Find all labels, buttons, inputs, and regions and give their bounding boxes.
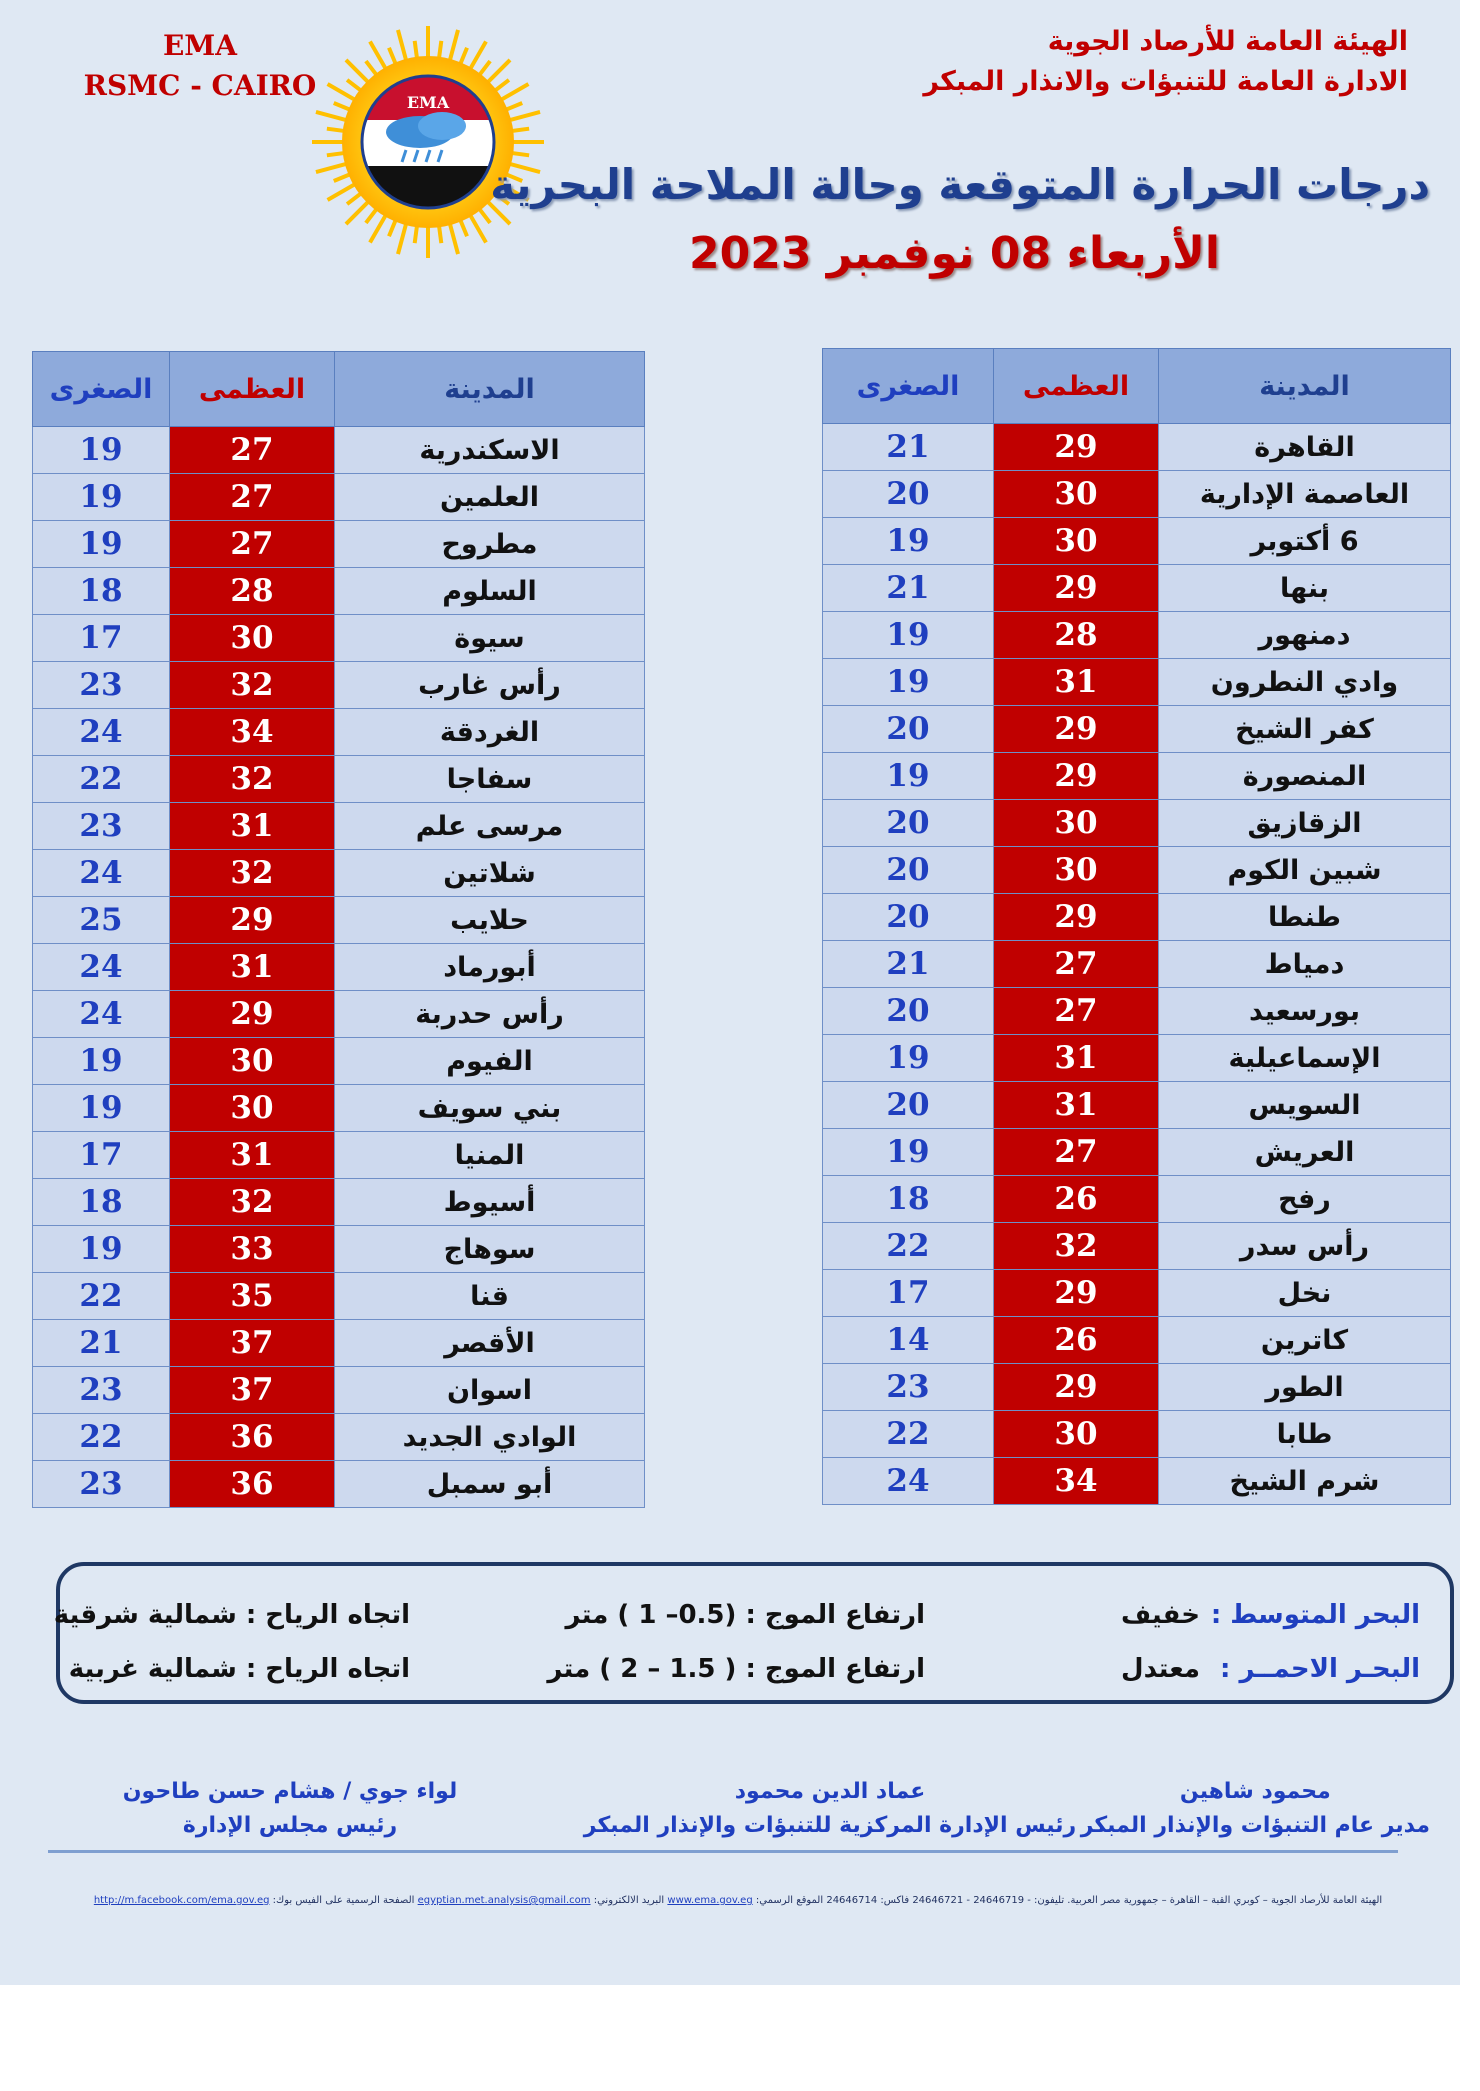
max-temp-cell: 27 [170, 521, 335, 568]
min-temp-cell: 18 [823, 1176, 994, 1223]
city-cell: القاهرة [1159, 424, 1451, 471]
max-temp-cell: 31 [994, 1035, 1159, 1082]
table-header-row [33, 352, 645, 427]
min-temp-cell: 22 [33, 1414, 170, 1461]
min-temp-cell: 21 [823, 565, 994, 612]
table-row [33, 991, 645, 1038]
signature-title: مدير عام التنبؤات والإنذار المبكر [1080, 1813, 1430, 1838]
max-temp-cell: 32 [994, 1223, 1159, 1270]
city-cell: دمنهور [1159, 612, 1451, 659]
table-row [33, 709, 645, 756]
city-cell: المنيا [335, 1132, 645, 1179]
temperature-table-right [822, 348, 1451, 1505]
max-temp-cell: 31 [994, 659, 1159, 706]
website-link[interactable]: www.ema.gov.eg [667, 1895, 753, 1906]
min-temp-cell: 17 [823, 1270, 994, 1317]
table-row [823, 988, 1451, 1035]
max-temp-cell: 29 [994, 753, 1159, 800]
table-row [823, 1129, 1451, 1176]
city-cell: رأس حدربة [335, 991, 645, 1038]
table-row [33, 568, 645, 615]
min-temp-cell: 22 [33, 756, 170, 803]
facebook-label: الصفحة الرسمية على الفيس بوك: [272, 1895, 415, 1906]
max-temp-cell: 30 [994, 518, 1159, 565]
min-temp-cell: 20 [823, 800, 994, 847]
max-temp-cell: 29 [994, 424, 1159, 471]
max-temp-cell: 30 [994, 471, 1159, 518]
city-cell: سيوة [335, 615, 645, 662]
city-cell: كفر الشيخ [1159, 706, 1451, 753]
min-temp-cell: 24 [33, 850, 170, 897]
table-row [33, 944, 645, 991]
table-row [823, 471, 1451, 518]
signature-name: محمود شاهين [1179, 1779, 1331, 1804]
max-temp-cell: 36 [170, 1461, 335, 1508]
table-row [33, 1461, 645, 1508]
city-cell: شلاتين [335, 850, 645, 897]
max-temp-cell: 29 [994, 565, 1159, 612]
table-row [823, 706, 1451, 753]
table-row [33, 427, 645, 474]
min-temp-cell: 18 [33, 1179, 170, 1226]
max-temp-cell: 32 [170, 756, 335, 803]
city-cell: اسوان [335, 1367, 645, 1414]
red-sea-wave-height: ارتفاع الموج : ( 1.5 – 2 ) متر [547, 1654, 925, 1684]
column-header-city: المدينة [1159, 349, 1451, 424]
table-row [33, 1179, 645, 1226]
table-row [823, 1458, 1451, 1505]
table-row [823, 565, 1451, 612]
min-temp-cell: 14 [823, 1317, 994, 1364]
marine-conditions-box [53, 1562, 1454, 1704]
city-cell: مرسى علم [335, 803, 645, 850]
red-sea-label: البحـر الاحمــر : [1220, 1654, 1420, 1684]
organization-name [923, 22, 1408, 102]
min-temp-cell: 18 [33, 568, 170, 615]
city-cell: شبين الكوم [1159, 847, 1451, 894]
min-temp-cell: 19 [33, 474, 170, 521]
min-temp-cell: 19 [823, 659, 994, 706]
table-row [823, 753, 1451, 800]
max-temp-cell: 32 [170, 850, 335, 897]
min-temp-cell: 20 [823, 847, 994, 894]
table-row [33, 1367, 645, 1414]
city-cell: العلمين [335, 474, 645, 521]
min-temp-cell: 19 [823, 1129, 994, 1176]
table-row [823, 1364, 1451, 1411]
page-title: درجات الحرارة المتوقعة وحالة الملاحة البحرية [490, 160, 1430, 209]
city-cell: الفيوم [335, 1038, 645, 1085]
footer-address: الهيئة العامة للأرصاد الجوية – كوبري القبة – القاهرة – جمهورية مصر العربية. تليفون: - 24646719 - 24646721 فاكس: 24646714 الموقع الرسمي: [755, 1895, 1383, 1906]
table-row [823, 1411, 1451, 1458]
table-row [33, 1273, 645, 1320]
max-temp-cell: 27 [170, 427, 335, 474]
rsmc-label: RSMC - CAIRO [83, 69, 317, 102]
min-temp-cell: 19 [823, 1035, 994, 1082]
city-cell: كاترين [1159, 1317, 1451, 1364]
facebook-link[interactable]: http://m.facebook.com/ema.gov.eg [93, 1895, 270, 1906]
max-temp-cell: 29 [994, 894, 1159, 941]
red-sea-state: معتدل [1121, 1654, 1200, 1684]
red-sea-row [60, 1654, 1450, 1704]
min-temp-cell: 23 [33, 803, 170, 850]
city-cell: المنصورة [1159, 753, 1451, 800]
table-row [823, 1223, 1451, 1270]
signature-title: رئيس مجلس الإدارة [182, 1813, 398, 1838]
city-cell: بنها [1159, 565, 1451, 612]
min-temp-cell: 24 [33, 709, 170, 756]
column-header-city: المدينة [335, 352, 645, 427]
table-row [823, 1317, 1451, 1364]
max-temp-cell: 26 [994, 1176, 1159, 1223]
city-cell: قنا [335, 1273, 645, 1320]
table-row [823, 894, 1451, 941]
city-cell: رأس سدر [1159, 1223, 1451, 1270]
max-temp-cell: 27 [994, 941, 1159, 988]
column-header-max: العظمى [170, 352, 335, 427]
column-header-max: العظمى [994, 349, 1159, 424]
table-row [823, 612, 1451, 659]
ema-sun-logo-icon [308, 22, 548, 262]
table-row [33, 1226, 645, 1273]
city-cell: نخل [1159, 1270, 1451, 1317]
city-cell: رفح [1159, 1176, 1451, 1223]
table-row [823, 941, 1451, 988]
table-row [33, 803, 645, 850]
city-cell: بورسعيد [1159, 988, 1451, 1035]
table-row [33, 850, 645, 897]
email-label: البريد الالكتروني: [593, 1895, 665, 1906]
city-cell: رأس غارب [335, 662, 645, 709]
city-cell: بني سويف [335, 1085, 645, 1132]
table-row [823, 1082, 1451, 1129]
max-temp-cell: 34 [994, 1458, 1159, 1505]
ema-label: EMA [162, 29, 238, 62]
city-cell: أبورماد [335, 944, 645, 991]
org-line-1: الهيئة العامة للأرصاد الجوية [1047, 26, 1408, 57]
max-temp-cell: 29 [170, 897, 335, 944]
table-row [33, 756, 645, 803]
table-row [33, 474, 645, 521]
table-row [33, 615, 645, 662]
max-temp-cell: 27 [994, 1129, 1159, 1176]
table-row [33, 662, 645, 709]
signature-name: عماد الدين محمود [734, 1779, 926, 1804]
org-line-2: الادارة العامة للتنبؤات والانذار المبكر [923, 66, 1408, 97]
min-temp-cell: 19 [823, 518, 994, 565]
city-cell: حلايب [335, 897, 645, 944]
max-temp-cell: 31 [170, 1132, 335, 1179]
city-cell: الوادي الجديد [335, 1414, 645, 1461]
footer-contact [88, 1895, 1388, 1906]
mediterranean-wind-direction: اتجاه الرياح : شمالية شرقية [53, 1600, 410, 1630]
max-temp-cell: 31 [994, 1082, 1159, 1129]
table-row [33, 1132, 645, 1179]
column-header-min: الصغرى [33, 352, 170, 427]
min-temp-cell: 19 [33, 427, 170, 474]
city-cell: الأقصر [335, 1320, 645, 1367]
red-sea-wind-direction: اتجاه الرياح : شمالية غربية [68, 1654, 410, 1684]
max-temp-cell: 33 [170, 1226, 335, 1273]
mediterranean-wave-height: ارتفاع الموج : (0.5– 1 ) متر [565, 1600, 925, 1630]
footer-divider [48, 1850, 1398, 1853]
max-temp-cell: 29 [170, 991, 335, 1038]
max-temp-cell: 30 [994, 1411, 1159, 1458]
email-link[interactable]: egyptian.met.analysis@gmail.com [417, 1895, 591, 1906]
min-temp-cell: 19 [33, 1226, 170, 1273]
bulletin-date: الأربعاء 08 نوفمبر 2023 [689, 228, 1220, 279]
city-cell: العاصمة الإدارية [1159, 471, 1451, 518]
min-temp-cell: 24 [33, 944, 170, 991]
city-cell: مطروح [335, 521, 645, 568]
max-temp-cell: 31 [170, 803, 335, 850]
table-row [33, 1414, 645, 1461]
city-cell: طنطا [1159, 894, 1451, 941]
max-temp-cell: 34 [170, 709, 335, 756]
table-row [823, 659, 1451, 706]
city-cell: شرم الشيخ [1159, 1458, 1451, 1505]
table-row [823, 424, 1451, 471]
min-temp-cell: 19 [33, 1085, 170, 1132]
city-cell: الاسكندرية [335, 427, 645, 474]
city-cell: دمياط [1159, 941, 1451, 988]
min-temp-cell: 23 [33, 1461, 170, 1508]
min-temp-cell: 21 [33, 1320, 170, 1367]
column-header-min: الصغرى [823, 349, 994, 424]
min-temp-cell: 23 [823, 1364, 994, 1411]
max-temp-cell: 30 [170, 1038, 335, 1085]
min-temp-cell: 17 [33, 1132, 170, 1179]
max-temp-cell: 31 [170, 944, 335, 991]
table-row [823, 1176, 1451, 1223]
max-temp-cell: 30 [170, 615, 335, 662]
min-temp-cell: 22 [33, 1273, 170, 1320]
table-row [33, 897, 645, 944]
min-temp-cell: 19 [33, 521, 170, 568]
city-cell: سوهاج [335, 1226, 645, 1273]
min-temp-cell: 23 [33, 1367, 170, 1414]
mediterranean-row [53, 1600, 1450, 1650]
min-temp-cell: 20 [823, 894, 994, 941]
city-cell: الإسماعيلية [1159, 1035, 1451, 1082]
min-temp-cell: 19 [33, 1038, 170, 1085]
table-row [823, 1035, 1451, 1082]
city-cell: أسيوط [335, 1179, 645, 1226]
table-row [33, 1320, 645, 1367]
table-row [33, 1085, 645, 1132]
min-temp-cell: 17 [33, 615, 170, 662]
max-temp-cell: 37 [170, 1320, 335, 1367]
min-temp-cell: 19 [823, 753, 994, 800]
min-temp-cell: 20 [823, 706, 994, 753]
max-temp-cell: 26 [994, 1317, 1159, 1364]
max-temp-cell: 36 [170, 1414, 335, 1461]
table-row [823, 847, 1451, 894]
mediterranean-label: البحر المتوسط : [1210, 1600, 1420, 1630]
min-temp-cell: 24 [33, 991, 170, 1038]
max-temp-cell: 29 [994, 1270, 1159, 1317]
temperature-table-left [32, 351, 645, 1508]
min-temp-cell: 20 [823, 1082, 994, 1129]
city-cell: أبو سمبل [335, 1461, 645, 1508]
table-row [33, 1038, 645, 1085]
table-row [823, 1270, 1451, 1317]
max-temp-cell: 29 [994, 1364, 1159, 1411]
max-temp-cell: 27 [994, 988, 1159, 1035]
min-temp-cell: 22 [823, 1223, 994, 1270]
min-temp-cell: 20 [823, 471, 994, 518]
max-temp-cell: 30 [170, 1085, 335, 1132]
ema-rsmc-label [70, 26, 330, 106]
min-temp-cell: 21 [823, 941, 994, 988]
min-temp-cell: 21 [823, 424, 994, 471]
min-temp-cell: 19 [823, 612, 994, 659]
city-cell: الطور [1159, 1364, 1451, 1411]
max-temp-cell: 29 [994, 706, 1159, 753]
signature-title: رئيس الإدارة المركزية للتنبؤات والإنذار المبكر [583, 1813, 1077, 1838]
table-row [823, 518, 1451, 565]
signature-general-manager [1081, 1775, 1430, 1843]
max-temp-cell: 28 [170, 568, 335, 615]
city-cell: وادي النطرون [1159, 659, 1451, 706]
min-temp-cell: 24 [823, 1458, 994, 1505]
city-cell: 6 أكتوبر [1159, 518, 1451, 565]
table-row [33, 521, 645, 568]
min-temp-cell: 22 [823, 1411, 994, 1458]
city-cell: سفاجا [335, 756, 645, 803]
max-temp-cell: 28 [994, 612, 1159, 659]
min-temp-cell: 23 [33, 662, 170, 709]
city-cell: العريش [1159, 1129, 1451, 1176]
city-cell: الغردقة [335, 709, 645, 756]
city-cell: طابا [1159, 1411, 1451, 1458]
mediterranean-state: خفيف [1120, 1600, 1200, 1630]
max-temp-cell: 27 [170, 474, 335, 521]
max-temp-cell: 32 [170, 1179, 335, 1226]
logo-text: EMA [406, 93, 450, 112]
table-row [823, 800, 1451, 847]
max-temp-cell: 35 [170, 1273, 335, 1320]
city-cell: الزقازيق [1159, 800, 1451, 847]
max-temp-cell: 30 [994, 800, 1159, 847]
signature-central-director [560, 1775, 1100, 1843]
max-temp-cell: 32 [170, 662, 335, 709]
table-header-row [823, 349, 1451, 424]
city-cell: السويس [1159, 1082, 1451, 1129]
city-cell: السلوم [335, 568, 645, 615]
signature-name: لواء جوي / هشام حسن طاحون [122, 1779, 458, 1804]
max-temp-cell: 37 [170, 1367, 335, 1414]
min-temp-cell: 20 [823, 988, 994, 1035]
max-temp-cell: 30 [994, 847, 1159, 894]
min-temp-cell: 25 [33, 897, 170, 944]
signature-board-chairman [120, 1775, 460, 1843]
